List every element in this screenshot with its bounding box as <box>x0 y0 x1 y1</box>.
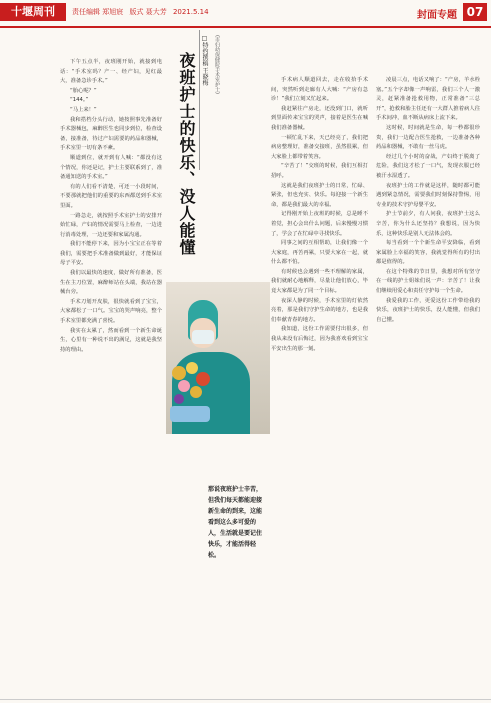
article-column-4 <box>376 76 480 698</box>
paragraph: 手术病人顺道回去，走在收拾手术间，突然听到走廊有人大喊：“产房有急诊！”我们立刻又忙起来。 <box>271 77 368 103</box>
paragraph: 顺道到位，就开到有人喊：“都没有这个情况，你还是记，护士主要联系到了，准备通知送的手术室。” <box>60 154 162 181</box>
paragraph: 一路急走，就按照手术室护士的安排开始忙碌，产妇的情况需要马上检查，一边进行消毒处理，一边还要和家属沟通。 <box>60 212 162 238</box>
paragraph: “144。” <box>70 97 89 104</box>
paragraph: 这时候，时间就是生命，每一秒都很珍贵，我们一边配合医生抢救，一边准备各种药品和器械，不敢有一丝马虎。 <box>376 124 480 151</box>
paragraph: 护士节前夕，有人问我，夜班护士这么辛苦，你为什么还坚持？我想说，因为快乐，这种快乐是别人无法体会的。 <box>376 211 480 237</box>
paragraph: 同事之间的互相帮助，让我们像一个大家庭，再苦再累，只要大家在一起，就什么都不怕。 <box>271 240 368 266</box>
paragraph: 我赶紧往产房走，还没到门口，就听到里面传来宝宝的哭声，接着是医生在喊我们准备器械。 <box>271 105 368 131</box>
paragraph: 夜深人静的时候，手术室里的灯依然亮着，那是我们守护生命的地方，也是我们奉献青春的地方。 <box>271 297 368 323</box>
paragraph: 我爱我的工作，更爱这份工作带给我的快乐，夜班护士的快乐，没人能懂，但我们自己懂。 <box>376 297 480 323</box>
paragraph: 有的人们看不清楚，可还一小段时间，不要那就把他们的重要的东西都送到手术室里面。 <box>60 183 162 209</box>
paragraph: 下午五点半，夜班刚开始，就接到电话：“手术室吗？产一、经产妇，见红最大，准备急诊手术。” <box>60 59 162 85</box>
paragraph: “辛苦了！”交班的时候，我们互相打招呼。 <box>271 163 368 179</box>
paragraph: 我们以最快的速度，做好所有准备，医生在主刀位置，麻醉师站在头端，我站在器械台旁。 <box>60 270 162 296</box>
paragraph: 记得刚开始上夜班的时候，总是睡不着觉，担心会出什么问题，后来慢慢习惯了，学会了在忙碌中寻找快乐。 <box>271 211 368 237</box>
page-number: 07 <box>463 3 487 21</box>
page-header <box>0 0 491 28</box>
paragraph: 我知道，这份工作需要付出很多，但我从来没有后悔过，因为我喜欢看到宝宝平安出生的那一刻。 <box>271 326 368 352</box>
article-column-3 <box>271 76 368 698</box>
masthead-logo: 十堰周刊 <box>0 3 66 21</box>
paragraph: 我实在太累了，然而看到一个新生命诞生，心里有一种说不出的满足，这就是我坚持的理由。 <box>60 327 162 353</box>
paragraph: 我和搭档分头行动，她按照事先准备好手术器械包，麻醉医生也同步到位，检查设备，接准备，待过产妇需要的药品和器械，手术室里一切有条不紊。 <box>60 116 162 152</box>
paragraph: 这就是我们夜班护士的日常，忙碌、紧张，但也充实、快乐。每迎接一个新生命，都是我们最大的幸福。 <box>271 182 368 208</box>
photo-caption: 那说夜班护士辛苦，但我们每天都能迎接新生命的到来，这能看到这么多可爱的人，生活就是要记住快乐，才能活得轻松。 <box>208 486 263 559</box>
paragraph: 凌晨三点，电话又响了：“产房，羊水栓塞。”五个字却像一声响雷，我们三个人一激灵，赶紧准备抢救用物，正常准备“三总开”，抢救和胎主任还有一大群人推着病人往手术间冲，血不断从病床上流下来。 <box>376 77 480 122</box>
section-title: 封面专题 <box>417 10 457 21</box>
paragraph: “胎心呢？” <box>70 87 97 94</box>
header-info <box>72 7 213 17</box>
article-column-1 <box>60 58 162 698</box>
photo-flower-bouquet <box>168 360 216 424</box>
paragraph: 夜班护士的工作就是这样，随时都可能遇到紧急情况，需要我们时刻保持警惕，用专业的技术守护母婴平安。 <box>376 182 480 208</box>
paragraph: “马上来！” <box>70 106 97 113</box>
issue-date: 2021.5.14 <box>172 8 209 16</box>
paragraph: 经过几个小时的奋战，产妇终于脱离了危险，我们这才松了一口气，发现衣服已经被汗水湿透了。 <box>376 153 480 179</box>
paragraph: 我们不能停下来，因为小宝宝正在等着我们，需要把手术准备做到最好，才能保证母子平安。 <box>60 241 162 267</box>
editor-credit: 责任编辑 郑旭宸 <box>72 8 124 16</box>
paragraph: 一顿忙乱下来，天已经亮了，我们把病房整理好，准备交接班，虽然很累，但大家脸上都带着笑容。 <box>271 134 368 160</box>
paragraph: 手术刀划开皮肤，很快就看到了宝宝，大家都松了一口气。宝宝的哭声响亮，整个手术室里都充满了喜悦。 <box>60 298 162 325</box>
paragraph: 在这个特殊的节日里，我想对所有坚守在一线的护士姐妹们说一声：辛苦了！让我们继续用爱心和责任守护每一个生命。 <box>376 268 480 295</box>
designer-credit: 版式 聂大芳 <box>129 8 167 16</box>
article-title: 夜班护士的快乐、没人能懂 <box>177 52 196 256</box>
paragraph: 有时候也会遇到一些不理解的家属，我们就耐心地解释，尽量让他们放心，毕竟大家都是为了同一个目标。 <box>271 268 368 295</box>
bottom-rule <box>0 699 491 700</box>
photo-mask <box>192 330 214 344</box>
author-note: (市妇幼保健院手术室护士) <box>214 35 220 94</box>
byline: □特约撰稿 王晓梅 <box>201 35 208 86</box>
paragraph: 每当看到一个个新生命平安降临，看到家属脸上幸福的笑容，我就觉得所有的付出都是值得的。 <box>376 240 480 266</box>
